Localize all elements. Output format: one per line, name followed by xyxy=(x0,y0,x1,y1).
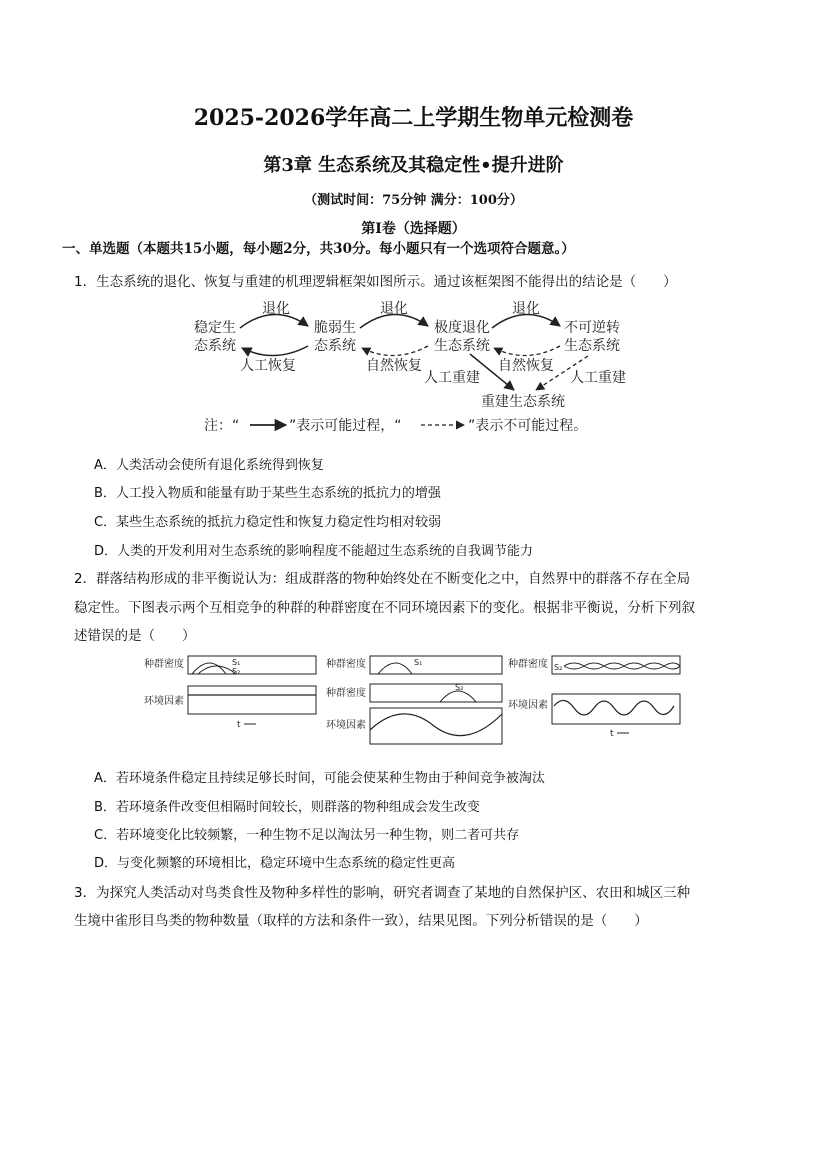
p2-env-wave xyxy=(370,714,502,736)
p1-curve-s2 xyxy=(198,666,236,674)
q1-option-b: B．人工投入物质和能量有助于某些生态系统的抵抗力的增强 xyxy=(94,486,441,501)
p2-s2-label: S₂ xyxy=(455,683,464,692)
p3-env-box xyxy=(552,694,680,724)
page-title: 2025-2026学年高二上学期生物单元检测卷 xyxy=(193,105,634,131)
p2-density-box-bottom xyxy=(370,684,502,702)
label-degrade-2: 退化 xyxy=(380,301,408,317)
q3-stem-line2: 生境中雀形目鸟类的物种数量（取样的方法和条件一致），结果见图。下列分析错误的是（ ） xyxy=(74,913,648,929)
label-natural-restore-2: 自然恢复 xyxy=(498,358,554,374)
node-stable-line2: 态系统 xyxy=(194,338,236,354)
p2-density-box-top xyxy=(370,656,502,674)
p2-density-label-bottom: 种群密度 xyxy=(326,688,366,699)
node-extreme-line1: 极度退化 xyxy=(434,320,490,336)
label-artificial-rebuild-1: 人工重建 xyxy=(424,370,480,386)
q2-option-a: A．若环境条件稳定且持续足够长时间，可能会使某种生物由于种间竞争被淘汰 xyxy=(94,771,545,786)
label-degrade-3: 退化 xyxy=(512,301,540,317)
arrow-artificial-restore xyxy=(242,346,308,356)
q2-option-c: C．若环境变化比较频繁，一种生物不足以淘汰另一种生物，则二者可共存 xyxy=(94,828,520,843)
node-irreversible-line2: 生态系统 xyxy=(564,338,620,354)
node-extreme-line2: 生态系统 xyxy=(434,338,490,354)
test-info: （测试时间：75分钟 满分：100分） xyxy=(304,193,523,208)
p3-wave-s2 xyxy=(564,663,680,669)
q1-option-a: A．人类活动会使所有退化系统得到恢复 xyxy=(94,458,324,473)
node-fragile-line2: 态系统 xyxy=(314,338,356,354)
label-artificial-restore: 人工恢复 xyxy=(240,358,296,374)
p1-s2-label: S₂ xyxy=(232,667,241,676)
label-artificial-rebuild-2: 人工重建 xyxy=(570,370,626,386)
q2-option-d: D．与变化频繁的环境相比，稳定环境中生态系统的稳定性更高 xyxy=(94,856,456,871)
p2-curve-s2 xyxy=(440,691,476,702)
arrow-natural-restore-dashed-2 xyxy=(494,346,560,356)
p2-env-label: 环境因素 xyxy=(326,720,366,731)
note-mid: ”表示可能过程，“ xyxy=(289,418,402,434)
p3-s2-label: S₂ xyxy=(554,663,563,672)
q1-diagram xyxy=(188,298,648,438)
p1-density-box xyxy=(188,656,316,674)
volume-heading: 第Ⅰ卷（选择题） xyxy=(361,221,466,237)
q2-stem-line3: 述错误的是（ ） xyxy=(74,628,196,644)
p3-density-label: 种群密度 xyxy=(508,659,548,670)
p3-density-box xyxy=(552,656,680,674)
note-suffix: ”表示不可能过程。 xyxy=(468,418,588,434)
p2-s1-label: S₁ xyxy=(414,658,423,667)
node-fragile-line1: 脆弱生 xyxy=(314,320,356,336)
p2-env-box xyxy=(370,708,502,744)
p2-density-label-top: 种群密度 xyxy=(326,659,366,670)
section-heading: 一、单选题（本题共15小题，每小题2分，共30分。每小题只有一个选项符合题意。） xyxy=(62,241,575,257)
q2-figure xyxy=(140,650,685,750)
q1-option-d: D．人类的开发利用对生态系统的影响程度不能超过生态系统的自我调节能力 xyxy=(94,544,534,559)
label-degrade-1: 退化 xyxy=(262,301,290,317)
p1-env-label: 环境因素 xyxy=(144,696,184,707)
p1-env-box xyxy=(188,686,316,714)
p1-t-label: t xyxy=(237,720,241,730)
q3-stem-line1: 3．为探究人类活动对鸟类食性及物种多样性的影响，研究者调查了某地的自然保护区、农田和城区三种 xyxy=(74,885,691,901)
q2-option-b: B．若环境条件改变但相隔时间较长，则群落的物种组成会发生改变 xyxy=(94,800,480,815)
node-rebuilt: 重建生态系统 xyxy=(481,394,565,410)
chapter-subtitle: 第3章 生态系统及其稳定性•提升进阶 xyxy=(263,155,564,176)
p1-s1-label: S₁ xyxy=(232,658,241,667)
q1-option-c: C．某些生态系统的抵抗力稳定性和恢复力稳定性均相对较弱 xyxy=(94,515,442,530)
p1-curve-s1 xyxy=(192,663,226,674)
q1-stem: 1．生态系统的退化、恢复与重建的机理逻辑框架如图所示。通过该框架图不能得出的结论是（ ） xyxy=(74,274,677,290)
q2-stem-line2: 稳定性。下图表示两个互相竞争的种群的种群密度在不同环境因素下的变化。根据非平衡说，分析下列叙 xyxy=(74,600,695,616)
p2-curve-s1 xyxy=(378,663,412,674)
note-prefix: 注：“ xyxy=(204,418,240,434)
p3-env-label: 环境因素 xyxy=(508,700,548,711)
p3-wave-s1 xyxy=(564,663,680,669)
p3-t-label: t xyxy=(610,729,614,739)
q2-stem-line1: 2．群落结构形成的非平衡说认为：组成群落的物种始终处在不断变化之中，自然界中的群落不存在全局 xyxy=(74,571,691,587)
arrow-natural-restore-dashed-1 xyxy=(362,346,428,356)
node-stable-line1: 稳定生 xyxy=(194,320,236,336)
p3-env-wave xyxy=(554,700,674,715)
p1-density-label: 种群密度 xyxy=(144,659,184,670)
node-irreversible-line1: 不可逆转 xyxy=(564,320,620,336)
label-natural-restore-1: 自然恢复 xyxy=(366,358,422,374)
